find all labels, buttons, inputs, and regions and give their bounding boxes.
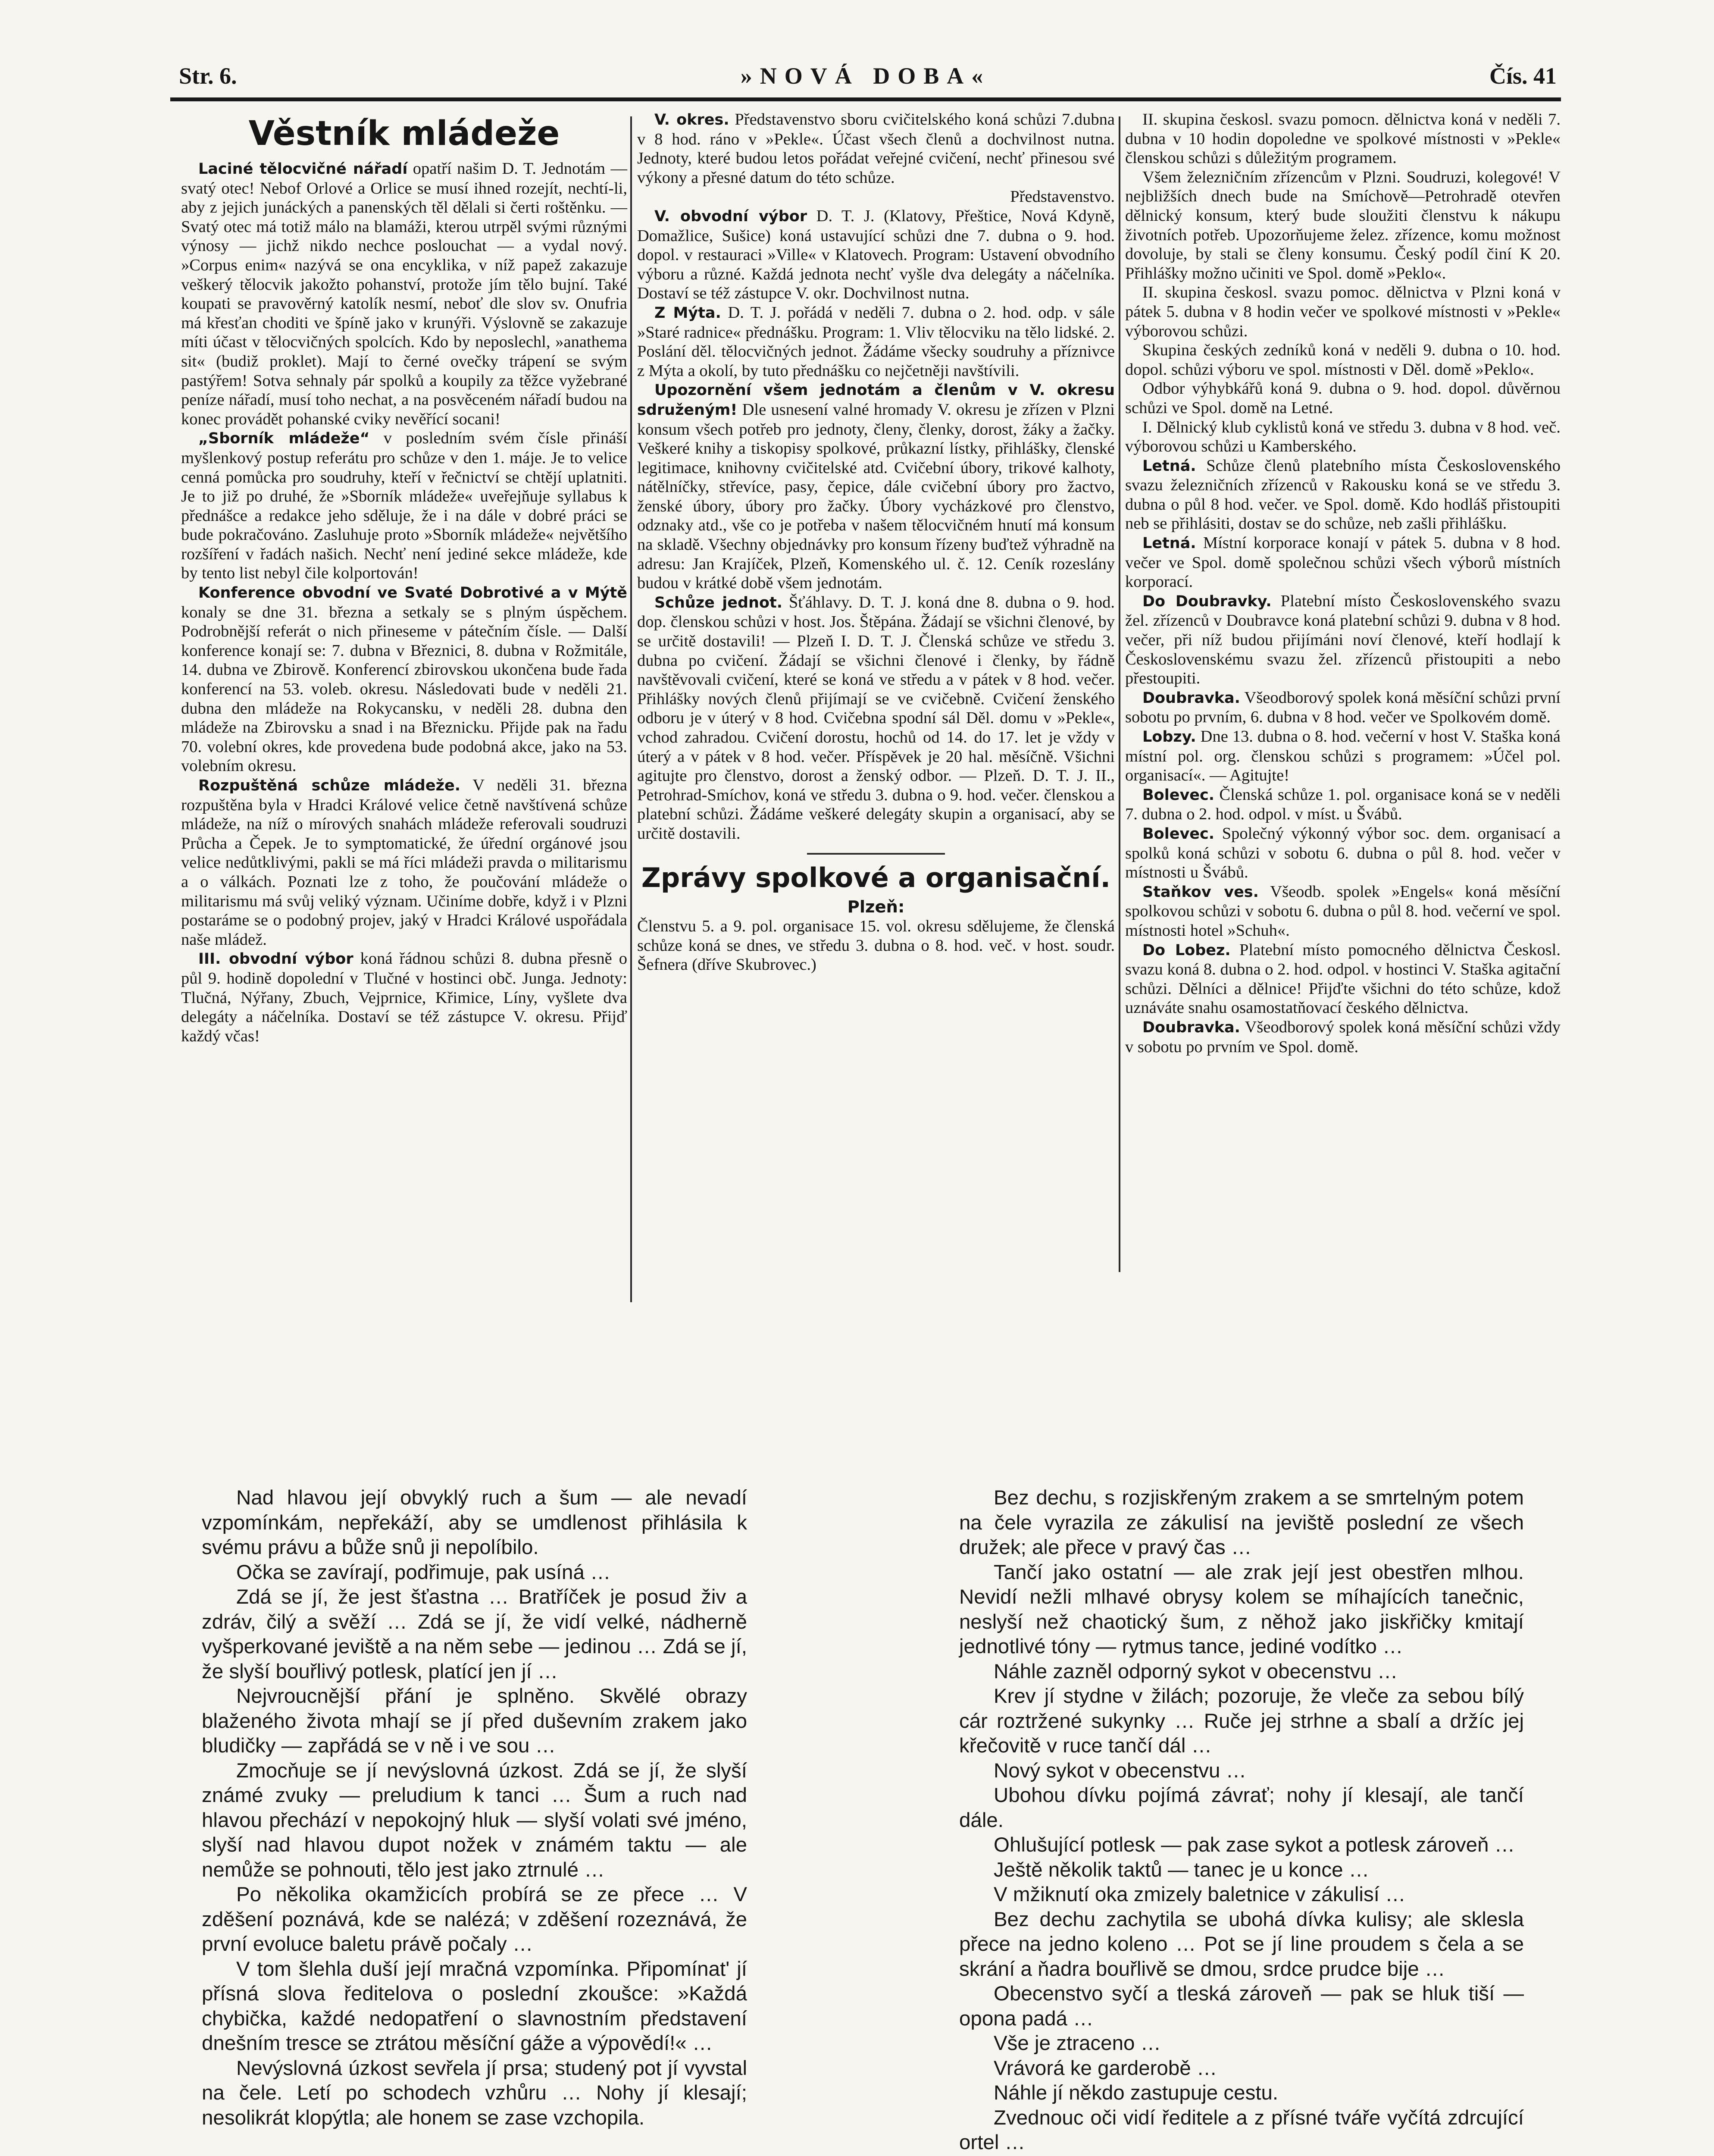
article-heading: Doubravka. bbox=[1142, 689, 1240, 707]
header-rule bbox=[170, 97, 1561, 101]
article-body: v posledním svém čísle přináší myšlenkový postup referátu pro schůze v den 1. máje. Je to velice cenná pomůcka pro soudruhy, kteří v řečnictví se chtějí uplatniti. Je to již po druhé, že »Sborník mládeže« uveřejňuje syllabus k přednášce a redakce jeho sděluje, že i na dále v dobré práci se bude pokračováno. Zasluhuje proto »Sborník mládeže« největšího rozšíření v řadách našich. Nechť není jediné sekce mládeže, kde by tento list nebyl čile kolportován! bbox=[181, 429, 627, 583]
article-heading: Upozornění všem jednotám a členům v V. okresu sdruženým! bbox=[637, 382, 1115, 419]
article-body: II. skupina českosl. svazu pomoc. dělnictva v Plzni koná v pátek 5. dubna v 8 hodin večer ve spolkové místnosti v »Pekle« výborovou schůzi. bbox=[1125, 283, 1561, 340]
article-heading: Doubravka. bbox=[1142, 1018, 1240, 1036]
column-organisation-news bbox=[1125, 110, 1561, 1056]
story-paragraph: Nad hlavou její obvyklý ruch a šum — ale nevadí vzpomínkám, nepřekáží, aby se umdlenost přihlásila k svému právu a bůže snů ji nepolíbilo. bbox=[202, 1486, 747, 1559]
article-paragraph bbox=[1125, 1018, 1561, 1056]
story-paragraph: Náhle jí někdo zastupuje cestu. bbox=[994, 2081, 1279, 2104]
article-body: Místní korporace konají v pátek 5. dubna v 8 hod. večer ve Spol. domě společnou schůzi všech výborů místních korporací. bbox=[1125, 534, 1561, 591]
article-heading: Bolevec. bbox=[1142, 825, 1215, 843]
article-paragraph bbox=[1125, 824, 1561, 882]
story-paragraph: Vrávorá ke garderobě … bbox=[994, 2056, 1217, 2080]
article-heading: V. okres. bbox=[654, 111, 729, 128]
story-paragraph: Bez dechu, s rozjiskřeným zrakem a se smrtelným potem na čele vyrazila ze zákulisí na jeviště poslední ze všech družek; ale přece v pravý čas … bbox=[959, 1486, 1524, 1559]
article-heading: Z Mýta. bbox=[654, 304, 721, 322]
story-paragraph: Očka se zavírají, podřimuje, pak usíná … bbox=[236, 1561, 611, 1584]
article-heading: Bolevec. bbox=[1142, 786, 1215, 804]
article-body: Odbor výhybkářů koná 9. dubna o 9. hod. dopol. důvěrnou schůzi ve Spol. domě na Letné. bbox=[1125, 379, 1561, 417]
story-paragraph: Krev jí stydne v žilách; pozoruje, že vlečе za sebou bílý cár roztržené sukynky … Ruče jej strhne a sbalí a držíc jej křečovitě v ruce tančí dál … bbox=[959, 1685, 1524, 1757]
article-body: Všem železničním zřízencům v Plzni. Soudruzi, kolegové! V nejbližších dnech bude na Smíchově—Petrohradě otevřen dělnický konsum, který bude sloužiti členstvu k nákupu životních potřeb. Upozorňujeme želez. zřízence, komu možnost dovoluje, by stali se členy konsumu. Český podíl činí K 20. Přihlášky možno učiniti ve Spol. domě »Peklo«. bbox=[1125, 168, 1561, 282]
article-paragraph bbox=[1125, 785, 1561, 824]
article-paragraph bbox=[181, 776, 627, 949]
article-paragraph bbox=[1125, 168, 1561, 283]
section-divider bbox=[807, 853, 945, 855]
section-title: Věstník mládeže bbox=[248, 114, 560, 153]
article-paragraph bbox=[1125, 940, 1561, 1018]
place-heading: Plzeň: bbox=[847, 897, 905, 917]
article-paragraph bbox=[637, 207, 1115, 303]
article-paragraph bbox=[1125, 592, 1561, 688]
story-paragraph: Zdá se jí, že jest šťastna … Bratříček je posud živ a zdráv, čilý a svěží … Zdá se jí, že vidí velké, nádherně vyšperkované jeviště a na něm sebe — jedinou … Zdá se jí, že slyší bouřlivý potlesk, platící jen jí … bbox=[202, 1586, 747, 1683]
column-divider bbox=[1119, 116, 1120, 1272]
article-body: Dle usnesení valné hromady V. okresu je zřízen v Plzni konsum všech potřeb pro jednoty, členy, členky, dorost, žáky a žačky. Veškeré knihy a tiskopisy spolkové, průkazní lístky, přihlášky, členské legitimace, knihovny cvičitelské atd. Cvičební úbory, trikové kalhoty, nátělníčky, střevíce, pasy, čepice, dále cvičební úbory pro žactvo, ženské úbory, úbory pro žačky. Úbory vycházkové pro členstvo, odznaky atd., vše co je potřeba v našem tělocvičném hnutí má konsum na skladě. Všechny objednávky pro konsum řízeny buďtež výhradně na adresu: Jan Krajíček, Plzeň, Komenského ul. č. 12. Ceník rozeslány budou v krátké době všem jednotám. bbox=[637, 400, 1115, 592]
article-paragraph bbox=[1125, 418, 1561, 456]
article-body: koná řádnou schůzi 8. dubna přesně o půl 9. hodině dopolední v Tlučné v hostinci obč. Junga. Jednoty: Tlučná, Nýřany, Zbuch, Vejprnice, Křimice, Líny, vyšlete dva delegáty a náčelníka. Dostaví se též zástupce V. okresu. Přijď každý včas! bbox=[181, 950, 627, 1045]
article-paragraph bbox=[1125, 688, 1561, 727]
article-heading: Rozpuštěná schůze mládeže. bbox=[198, 777, 460, 794]
story-paragraph: Náhle zazněl odporný sykot v obecenstvu … bbox=[994, 1660, 1398, 1683]
article-body: konaly se dne 31. března a setkaly se s plným úspěchem. Podrobnější referát o nich přineseme v pátečním čísle. — Další konference konají se: 7. dubna v Březnici, 8. dubna v Rožmitále, 14. dubna ve Zbirově. Konferencí zbirovskou ukončena bude řada konferencí na 53. voleb. okresu. Následovati bude v neděli 21. dubna den mládeže na Rokycansku, v neděli 28. dubna den mládeže na Zbirovsku a snad i na Březnicku. Přijde pak na řadu 70. volební okres, kde provedena bude podobná akce, jako na 53. volebním okresu. bbox=[181, 603, 627, 775]
story-right-page bbox=[959, 1485, 1524, 2155]
story-paragraph: Ohlušující potlesk — pak zase sykot a potlesk zároveň … bbox=[994, 1833, 1515, 1856]
article-paragraph: Členstvu 5. a 9. pol. organisace 15. vol. okresu sdělujeme, že členská schůze koná se dnes, ve středu 3. dubna o 8. hod. več. v host. soudr. Šefnera (dříve Skubrovec.) bbox=[637, 917, 1115, 974]
article-paragraph bbox=[1125, 727, 1561, 785]
story-paragraph: Nový sykot v obecenstvu … bbox=[994, 1759, 1247, 1782]
page-number-label: Str. 6. bbox=[179, 63, 237, 89]
article-heading: Letná. bbox=[1142, 457, 1196, 475]
masthead: »NOVÁ DOBA« bbox=[740, 63, 991, 89]
article-body: Šťáhlavy. D. T. J. koná dne 8. dubna o 9. hod. dop. členskou schůzi v host. Jos. Štěpána. Žádají se všichni členové, by se určitě dostavili! — Plzeň I. D. T. J. Členská schůze ve středu 3. dubna po cvičení. Žádají se všichni členové i členky, by řádně navštěvovali cvičení, které se koná ve středu a v pátek v 8 hod. večer. Přihlášky nových členů přijímají se ve cvičebně. Cvičení ženského odboru je v úterý v 8 hod. Cvičebna spodní sál Děl. domu v »Pekle«, vchod zahradou. Cvičení dorostu, hochů od 14. do 17. let je vždy v úterý a v pátek v 8 hod. večer. Příspěvek je 20 hal. měsíčně. Všichni agitujte pro členstvo, dorost a ženský odbor. — Plzeň. D. T. J. II., Petrohrad-Smíchov, koná ve středu 3. dubna o 9. hod. večer. členskou a platební schůzi. Žádáme veškeré delegáty skupin a organisací, aby se určitě dostavili. bbox=[637, 593, 1115, 843]
column-divider bbox=[630, 116, 632, 1302]
story-paragraph: Vše je ztraceno … bbox=[994, 2032, 1161, 2055]
article-body: Společný výkonný výbor soc. dem. organisací a spolků koná schůzi v sobotu 6. dubna o půl 8. hod. večer v místnosti u Švábů. bbox=[1125, 824, 1561, 882]
article-body: D. T. J. (Klatovy, Přeštice, Nová Kdyně, Domažlice, Sušice) koná ustavující schůzi dne 7. dubna o 9. hod. dopol. v restauraci »Ville« v Klatovech. Program: Ustavení obvodního výboru a různé. Každá jednota nechť vyšle dva delegáty a náčelníka. Dostaví se též zástupce V. okr. Dochvilnost nutna. bbox=[637, 207, 1115, 303]
article-body: D. T. J. pořádá v neděli 7. dubna o 2. hod. odp. v sále »Staré radnice« přednášku. Program: 1. Vliv tělocviku na tělo lidské. 2. Poslání děl. tělocvičných jednot. Žádáme všecky soudruhy a příznivce z Mýta a okolí, by tuto přednášku co nejčetněji navštívili. bbox=[637, 303, 1115, 380]
article-heading: Do Lobez. bbox=[1142, 941, 1231, 959]
story-paragraph: Nevýslovná úzkost sevřela jí prsa; studený pot jí vyvstal na čele. Letí po schodech vzhůru … Nohy jí klesají; nesolikrát klopýtla; ale honem se zase vzchopila. bbox=[202, 2056, 747, 2129]
article-body: Platební místo Československého svazu žel. zřízenců v Doubravce koná platební schůzi 9. dubna v 8 hod. večer, při níž budou přijímáni noví členové, kteří hodlají k Československému svazu žel. zřízenců přistoupiti a nebo přestoupiti. bbox=[1125, 592, 1561, 688]
story-text bbox=[202, 1485, 747, 2130]
story-paragraph: Zvednouc oči vidí ředitele a z přísné tváře vyčítá zdrcující ortel … bbox=[959, 2106, 1524, 2154]
article-heading: III. obvodní výbor bbox=[198, 950, 353, 968]
article-paragraph bbox=[1125, 379, 1561, 417]
article-heading: Laciné tělocvičné nářadí bbox=[198, 160, 408, 178]
article-heading: V. obvodní výbor bbox=[654, 207, 807, 225]
article-paragraph bbox=[637, 303, 1115, 380]
article-heading: Konference obvodní ve Svaté Dobrotivé a v Mýtě bbox=[198, 584, 627, 602]
column-youth-bulletin bbox=[181, 110, 627, 1046]
article-paragraph bbox=[1125, 882, 1561, 940]
article-body: V neděli 31. března rozpuštěna byla v Hradci Králové velice četně navštívená schůze mládeže, na níž o mírových snahách mládeže referovali soudruzi Průcha a Čepek. Je to symptomatické, že úřední orgánové jsou velice nedůtklivými, pakli se má říci mládeži pravda o militarismu a o válkách. Poznati lze z toho, že poučování mládeže o militarismu má svůj veliký význam. Učiníme dobře, když i v Plzni postaráme se o podobný projev, jaký v Hradci Králové uspořádala naše mládež. bbox=[181, 776, 627, 949]
article-paragraph bbox=[637, 110, 1115, 187]
article-heading: Staňkov ves. bbox=[1142, 883, 1259, 901]
article-heading: Letná. bbox=[1142, 535, 1196, 552]
article-heading: Schůze jednot. bbox=[654, 594, 783, 611]
story-paragraph: Ještě několik taktů — tanec je u konce … bbox=[994, 1858, 1370, 1881]
story-text bbox=[959, 1485, 1524, 2155]
article-body: Platební místo pomocného dělnictva Českosl. svazu koná 8. dubna o 2. hod. odpol. v hostinci V. Staška agitační schůzi. Dělníci a dělnice! Přijďte všichni do této schůze, kdož uznáváte snahu osamostatňovací českého dělnictva. bbox=[1125, 940, 1561, 1017]
story-paragraph: Ubohou dívku pojímá závrať; nohy jí klesají, ale tančí dále. bbox=[959, 1784, 1524, 1832]
article-paragraph bbox=[637, 380, 1115, 593]
article-paragraph bbox=[1125, 456, 1561, 533]
article-heading: „Sborník mládeže“ bbox=[198, 430, 370, 448]
article-paragraph bbox=[637, 593, 1115, 843]
page-header bbox=[170, 58, 1561, 97]
story-paragraph: Tančí jako ostatní — ale zrak její jest obestřen mlhou. Nevidí nežli mlhavé obrysy kolem se míhajících tanečnic, neslyší než chaotický šum, z něhož jako jiskřičky kmitají jednotlivé tóny — rytmus tance, jediné vodítko … bbox=[959, 1561, 1524, 1658]
column-club-news bbox=[637, 110, 1115, 975]
article-body: Členská schůze 1. pol. organisace koná se v neděli 7. dubna o 2. hod. odpol. v míst. u Švábů. bbox=[1125, 785, 1561, 824]
article-paragraph bbox=[1125, 110, 1561, 168]
article-body: Dne 13. dubna o 8. hod. večerní v host V. Staška koná místní pol. org. členskou schůzi s programem: »Účel pol. organisací«. — Agitujte! bbox=[1125, 727, 1561, 785]
section-title: Zprávy spolkové a organisační. bbox=[641, 862, 1111, 893]
article-body: opatří našim D. T. Jednotám — svatý otec! Nebof Orlové a Orlice se musí ihned rozejít, nechtí-li, aby z jejich junáckých a panenských těl dělali si čerti roštěnku. — Svatý otec má totiž málo na blamáži, kterou utrpěl svými různými výnosy — jichž nikdo nechce poslouchat — a vydal nový. »Corpus enim« nazývá se ona encyklika, v níž papež zakazuje veškerý tělocvik jakožto pohanství, protože jím tělo bujní. Také koupati se pravověrný katolík nesmí, neboť dle slov sv. Onufria má křesťan choditi ve špíně jako v krunýři. Výslovně se zakazuje míti účast v tělocvičných spolcích. Kdo by neposlechl, »anathema sit« (budiž proklet). Mají to černé ovečky trápení se svým pastýřem! Sotva sehnaly pár spolků a koupily za těžce vyžebrané peníze nářadí, musí toho nechat, a na posvěceném nářadí budou na konec provádět pohanské cviky nevěřící socani! bbox=[181, 160, 627, 428]
article-body: Skupina českých zedníků koná v neděli 9. dubna o 10. hod. dopol. schůzi výboru ve spol. místnosti v Děl. domě »Peklo«. bbox=[1125, 341, 1561, 379]
story-paragraph: Obecenstvo syčí a tleská zároveň — pak se hluk tiší — opona padá … bbox=[959, 1982, 1524, 2030]
article-body: II. skupina českosl. svazu pomocn. dělnictva koná v neděli 7. dubna v 10 hodin dopoledne ve spolkové místnosti v »Pekle« členskou schůzi s důležitým programem. bbox=[1125, 110, 1561, 167]
article-body: Schůze členů platebního místa Československého svazu železničních zřízenců v Rakousku koná se ve středu 3. dubna o půl 8 hod. večer. ve Spol. domě. Kdo hodláš přistoupiti neb se přihlásiti, dostav se do schůze, neb zašli přihlášku. bbox=[1125, 456, 1561, 533]
article-paragraph bbox=[1125, 283, 1561, 341]
article-paragraph bbox=[1125, 533, 1561, 592]
story-paragraph: V mžiknutí oka zmizely baletnice v zákulisí … bbox=[994, 1883, 1406, 1906]
article-heading: Lobzy. bbox=[1142, 728, 1196, 746]
article-paragraph bbox=[181, 949, 627, 1046]
story-paragraph: Bez dechu zachytila se ubohá dívka kulisy; ale sklesla přece na jedno koleno … Pot se jí line proudem s čela a se skrání a ňadra bouřlivě se dmou, srdce prudce bije … bbox=[959, 1908, 1524, 1981]
article-paragraph bbox=[181, 429, 627, 583]
article-heading: Do Doubravky. bbox=[1142, 592, 1272, 610]
article-list bbox=[181, 159, 627, 1046]
article-list bbox=[637, 110, 1115, 843]
issue-number: Čís. 41 bbox=[1489, 63, 1557, 89]
story-paragraph: Zmocňuje se jí nevýslovná úzkost. Zdá se jí, že slyší známé zvuky — preludium k tanci … Šum a ruch nad hlavou přechází v nepokojný hluk — slyší volati své jméno, slyší nad hlavou dupot nožek v známém taktu — ale nemůže se pohnouti, tělo jest jako ztrnulé … bbox=[202, 1759, 747, 1881]
article-paragraph bbox=[181, 583, 627, 776]
story-paragraph: Po několika okamžicích probírá se ze přece … V zděšení poznává, kde se nalézá; v zděšení rozeznává, že první evoluce baletu právě počaly … bbox=[202, 1883, 747, 1955]
story-paragraph: Nejvroucnější přání je splněno. Skvělé obrazy blaženého života mhají se jí před duševním zrakem jako bludičky — zapřádá se v ně i ve sou … bbox=[202, 1685, 747, 1757]
article-body: Představenstvo sboru cvičitelského koná schůzi 7.dubna v 8 hod. ráno v »Pekle«. Účast všech členů a dochvilnost nutna. Jednoty, které budou letos pořádat veřejné cvičení, nechť přinesou své výkony a přesné datum do této schůze. bbox=[637, 110, 1115, 187]
article-paragraph bbox=[637, 187, 1115, 207]
article-body: Všeodborový spolek koná měsíční schůzi první sobotu po prvním, 6. dubna v 8 hod. večer ve Spolkovém domě. bbox=[1125, 688, 1561, 727]
story-paragraph: V tom šlehla duší její mračná vzpomínka. Připomínat' jí přísná slova ředitelova o poslední zkoušce: »Každá chybička, každé nedopatření o slavnostním představení dnešním tresce se ztrátou měsíční gáže a výpovědí!« … bbox=[202, 1957, 747, 2055]
article-paragraph bbox=[181, 159, 627, 429]
article-body: I. Dělnický klub cyklistů koná ve středu 3. dubna v 8 hod. več. výborovou schůzi u Kamberského. bbox=[1125, 418, 1561, 456]
story-left-page bbox=[202, 1485, 747, 2130]
article-paragraph bbox=[1125, 341, 1561, 379]
article-body: Všeodborový spolek koná měsíční schůzi vždy v sobotu po prvním ve Spol. domě. bbox=[1125, 1018, 1561, 1056]
article-body: Představenstvo. bbox=[1010, 188, 1115, 206]
article-list bbox=[1125, 110, 1561, 1056]
article-body: Všeodb. spolek »Engels« koná měsíční spolkovou schůzi v sobotu 6. dubna o půl 8. hod. večerní ve spol. místnosti hotel »Schuh«. bbox=[1125, 882, 1561, 940]
